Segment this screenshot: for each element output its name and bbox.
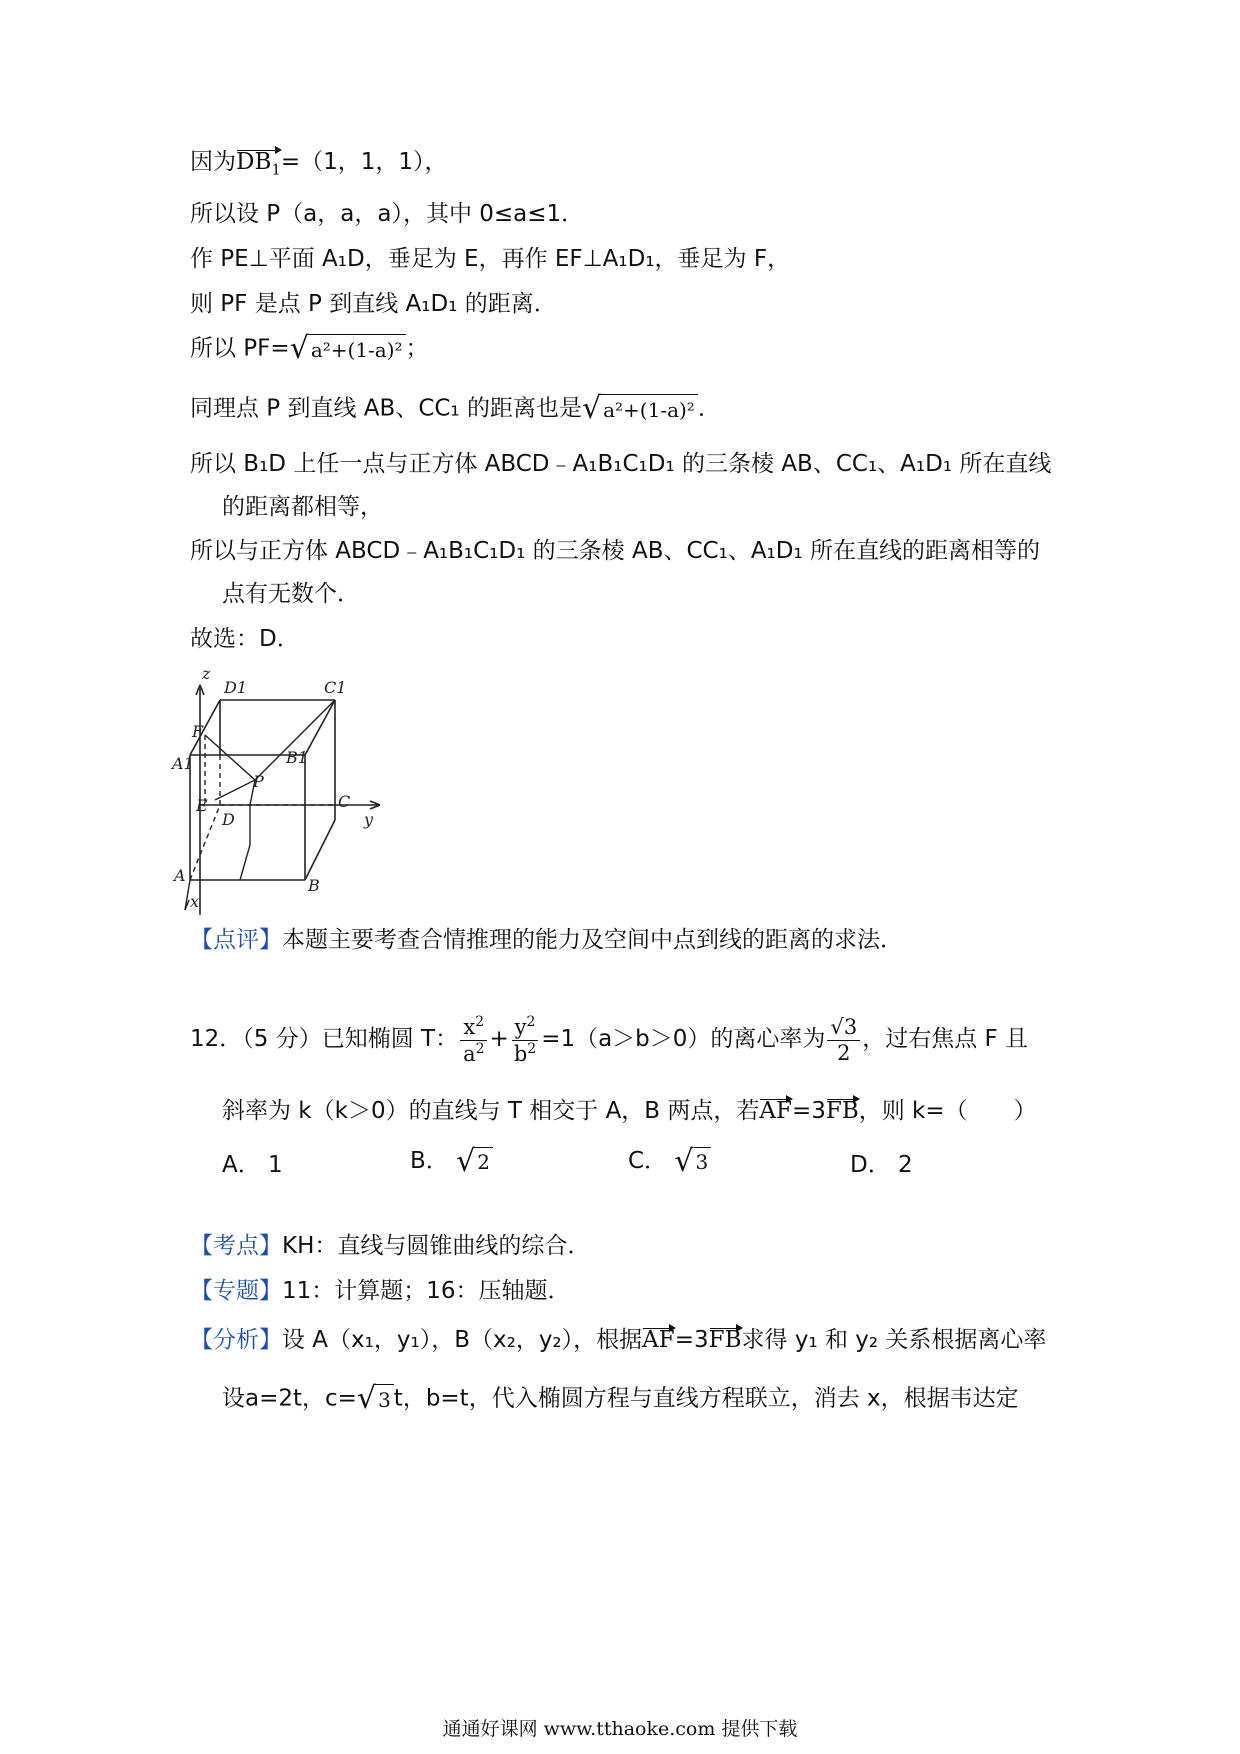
fraction-x2-a2: $\frac{x^2}{a^2}$ bbox=[460, 1014, 487, 1065]
text-line-pf-distance: 则 PF 是点 P 到直线 A₁D₁ 的距离． bbox=[190, 291, 557, 317]
text-line-answer: 故选：D． bbox=[190, 626, 300, 652]
page-footer: 通通好课网 www.tthaoke.com 提供下载 bbox=[442, 1718, 798, 1740]
cube-figure bbox=[172, 664, 420, 935]
text-line-vector-db1: 因为$DB_1=(1$，1，1）， bbox=[190, 149, 448, 179]
fig-label-c: C bbox=[338, 792, 351, 811]
vector-fb: FB bbox=[826, 1097, 859, 1127]
option-d: D． 2 bbox=[850, 1152, 913, 1178]
fig-label-b1: B1 bbox=[286, 748, 308, 767]
fig-label-z: z bbox=[202, 664, 211, 683]
vector-af: AF bbox=[759, 1097, 792, 1127]
kaodian-tag: 【考点】 bbox=[190, 1233, 282, 1259]
fraction-sqrt3-over-2: $\frac{√3}{2}$ bbox=[827, 1015, 860, 1064]
fig-label-a1: A1 bbox=[172, 754, 194, 773]
question-12-line1: 12．（5 分）已知椭圆 T： $\frac{x^2}{a^2}$ + $\frac{y^2}{b^2}$ =1（a＞b＞0）的离心率为 $\frac{√3}{2}$ ，过右焦点 F 且 bbox=[190, 1014, 1029, 1066]
fig-label-f: F bbox=[192, 722, 204, 741]
text-line-conclusion-1a: 所以 B₁D 上任一点与正方体 ABCD﹣A₁B₁C₁D₁ 的三条棱 AB、CC₁、A₁D₁ 所在直线 bbox=[190, 451, 1052, 477]
kaodian-line: 【考点】KH：直线与圆锥曲线的综合． bbox=[190, 1233, 591, 1259]
option-c: C． √ 3 bbox=[628, 1142, 711, 1177]
vector-db1: $DB_1$ bbox=[236, 149, 281, 179]
text-line-same-distance: 同理点 P 到直线 AB、CC₁ 的距离也是 √ a²+(1-a)² ． bbox=[190, 391, 721, 426]
option-a: A． 1 bbox=[222, 1152, 283, 1178]
comment-tag: 【点评】 bbox=[190, 927, 282, 953]
comment-line: 【点评】本题主要考查合情推理的能力及空间中点到线的距离的求法． bbox=[190, 927, 903, 953]
fig-label-a: A bbox=[174, 866, 186, 885]
vector-fb-2: FB bbox=[709, 1326, 742, 1356]
text-line-construct-pe: 作 PE⊥平面 A₁D，垂足为 E，再作 EF⊥A₁D₁，垂足为 F， bbox=[190, 246, 791, 272]
question-12-line2: 斜率为 k（k＞0）的直线与 T 相交于 A，B 两点，若AF=3FB，则 k=（ ） bbox=[222, 1097, 1037, 1127]
fig-label-b: B bbox=[308, 876, 320, 895]
zhuanti-tag: 【专题】 bbox=[190, 1278, 282, 1304]
zhuanti-line: 【专题】11：计算题；16：压轴题． bbox=[190, 1278, 571, 1304]
fenxi-tag: 【分析】 bbox=[190, 1327, 282, 1353]
fig-label-e: E bbox=[196, 796, 208, 815]
text-line-set-p: 所以设 P（a，a，a），其中 0≤a≤1． bbox=[190, 201, 585, 227]
vector-af-2: AF bbox=[642, 1326, 675, 1356]
fraction-y2-b2: $\frac{y^2}{b^2}$ bbox=[511, 1014, 539, 1065]
fenxi-line-1: 【分析】设 A（x₁，y₁），B（x₂，y₂），根据AF=3FB求得 y₁ 和 y₂ 关系根据离心率 bbox=[190, 1326, 1046, 1356]
fig-label-y: y bbox=[364, 810, 374, 829]
fig-label-x: x bbox=[190, 892, 200, 911]
fig-label-d1: D1 bbox=[224, 678, 248, 697]
option-b: B． √ 2 bbox=[410, 1142, 493, 1177]
text-line-conclusion-1b: 的距离都相等， bbox=[222, 494, 383, 520]
fig-label-d: D bbox=[222, 810, 235, 829]
text-line-pf-formula: 所以 PF= √ a²+(1-a)² ； bbox=[190, 331, 429, 366]
fig-label-p: P bbox=[253, 772, 264, 791]
text-line-conclusion-2a: 所以与正方体 ABCD﹣A₁B₁C₁D₁ 的三条棱 AB、CC₁、A₁D₁ 所在直线的距离相等的 bbox=[190, 538, 1041, 564]
sqrt-expression-2: √ a²+(1-a)² bbox=[582, 394, 698, 424]
text-line-conclusion-2b: 点有无数个． bbox=[222, 581, 360, 607]
sqrt-expression: √ a²+(1-a)² bbox=[290, 334, 406, 364]
fig-label-c1: C1 bbox=[324, 678, 347, 697]
fenxi-line-2: 设a=2t，c= √ 3 t，b=t，代入椭圆方程与直线方程联立，消去 x，根据韦达定 bbox=[222, 1381, 1019, 1416]
sqrt-3: √ 3 bbox=[357, 1384, 394, 1414]
